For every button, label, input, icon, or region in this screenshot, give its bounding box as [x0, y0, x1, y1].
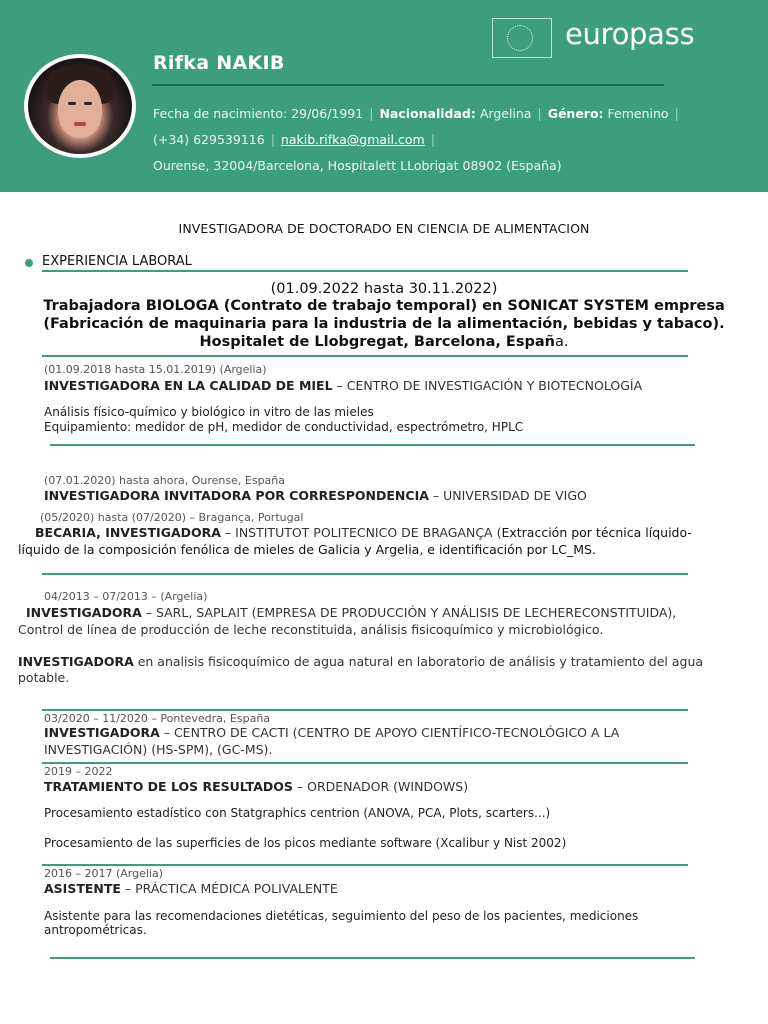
job5-role: INVESTIGADORA: [26, 605, 142, 620]
job7-desc-2: Procesamiento de las superficies de los picos mediante software (Xcalibur y Nist 2002): [44, 836, 567, 850]
job3-title: [44, 488, 587, 503]
profile-photo: [24, 54, 136, 158]
section-title: EXPERIENCIA LABORAL: [42, 254, 192, 269]
job-divider: [50, 957, 695, 959]
job5-desc-1: Control de línea de producción de leche reconstituida, análisis fisicoquímico y microbiológico.: [18, 622, 604, 637]
job2-desc-2: Equipamiento: medidor de pH, medidor de conductividad, espectrómetro, HPLC: [44, 420, 524, 434]
avatar: [28, 58, 132, 154]
candidate-name: Rifka NAKIB: [153, 52, 285, 74]
job5-desc-2: [18, 654, 703, 669]
address-text: Ourense, 32004/Barcelona, Hospitalett LLobrigat 08902 (España): [153, 158, 562, 173]
job8-desc-2: antropométricas.: [44, 923, 147, 937]
separator: |: [537, 106, 542, 121]
job3-org: – UNIVERSIDAD DE VIGO: [428, 488, 587, 503]
nationality-label: Nacionalidad:: [379, 106, 476, 121]
job3-role: INVESTIGADORA INVITADORA POR CORRESPONDENCIA: [44, 488, 429, 503]
job2-title: [44, 378, 642, 393]
job1-location-end: a.: [554, 334, 569, 350]
section-divider: [42, 270, 688, 272]
job8-title: [44, 881, 338, 896]
job4-role: BECARIA, INVESTIGADORA: [35, 525, 221, 540]
avatar-lips: [74, 122, 86, 126]
job5-desc-2-text: en analisis fisicoquímico de agua natural en laboratorio de análisis y tratamiento del agua: [133, 654, 704, 669]
job-divider: [42, 573, 688, 575]
birth-label: Fecha de nacimiento:: [153, 106, 288, 121]
job1-line1: Trabajadora BIOLOGA (Contrato de trabajo temporal) en SONICAT SYSTEM empresa: [43, 298, 725, 314]
job6-role: INVESTIGADORA: [44, 725, 160, 740]
gender-value: Femenino: [607, 106, 669, 121]
gender-label: Género:: [547, 106, 604, 121]
job2-role: INVESTIGADORA EN LA CALIDAD DE MIEL: [44, 378, 333, 393]
separator: |: [430, 132, 435, 147]
job7-desc-1: Procesamiento estadístico con Statgraphics centrion (ANOVA, PCA, Plots, scarters...): [44, 806, 551, 820]
contact-row: [153, 132, 441, 147]
nationality-value: Argelina: [479, 106, 532, 121]
job1-dates: (01.09.2022 hasta 30.11.2022): [270, 281, 498, 297]
header-divider: [152, 84, 664, 86]
cv-headline: INVESTIGADORA DE DOCTORADO EN CIENCIA DE ALIMENTACION: [178, 221, 590, 236]
job1-line2: (Fabricación de maquinaria para la industria de la alimentación, bebidas y tabaco).: [43, 316, 725, 332]
job7-role: TRATAMIENTO DE LOS RESULTADOS: [44, 779, 293, 794]
job2-org: – CENTRO DE INVESTIGACIÓN Y BIOTECNOLOGÍA: [332, 378, 643, 393]
separator: |: [270, 132, 275, 147]
job5-title: [26, 605, 676, 620]
job1-location: Hospitalet de Llobgregat, Barcelona, Españ: [199, 334, 555, 350]
job-divider: [42, 864, 688, 866]
separator: |: [674, 106, 679, 121]
avatar-face: [58, 80, 102, 138]
job2-desc-1: Análisis físico-químico y biológico in vitro de las mieles: [44, 405, 374, 419]
avatar-eye-right: [84, 102, 92, 105]
job5-desc-3: potable.: [18, 670, 70, 685]
separator: |: [369, 106, 374, 121]
job6-title: [44, 725, 619, 740]
job6-org: – CENTRO DE CACTI (CENTRO DE APOYO CIENTÍFICO-TECNOLÓGICO A LA: [159, 725, 620, 740]
job4-desc: Extracción por técnica líquido-: [501, 525, 692, 540]
job4-title: [35, 525, 692, 540]
job6-dates: 03/2020 – 11/2020 – Pontevedra, España: [44, 712, 271, 725]
job8-desc-1: Asistente para las recomendaciones dietéticas, seguimiento del peso de los pacientes, mediciones: [44, 909, 639, 923]
job4-org: – INSTITUTOT POLITECNICO DE BRAGANÇA (: [220, 525, 502, 540]
job2-dates: (01.09.2018 hasta 15.01.2019) (Argelia): [44, 363, 267, 376]
job7-dates: 2019 – 2022: [44, 765, 113, 778]
job4-dates: (05/2020) hasta (07/2020) – Bragança, Portugal: [40, 511, 304, 524]
job1-line3: [0, 334, 768, 350]
job8-org: – PRÁCTICA MÉDICA POLIVALENTE: [120, 881, 338, 896]
job4-desc-2: líquido de la composición fenólica de mieles de Galicia y Argelia, e identificación por LC_MS.: [18, 542, 596, 557]
email-link[interactable]: nakib.rifka@gmail.com: [280, 132, 425, 147]
job-divider: [42, 355, 688, 357]
job3-dates: (07.01.2020) hasta ahora, Ourense, España: [44, 474, 286, 487]
birth-value: 29/06/1991: [291, 106, 364, 121]
eu-flag-icon: [492, 18, 552, 58]
europass-logo: europass: [565, 17, 695, 51]
eu-stars-icon: [507, 25, 533, 51]
job-divider: [42, 762, 688, 764]
job-divider: [42, 709, 688, 711]
job8-role: ASISTENTE: [44, 881, 121, 896]
job7-title: [44, 779, 468, 794]
job-divider: [50, 444, 695, 446]
job6-org-2: INVESTIGACIÓN) (HS-SPM), (GC-MS).: [44, 742, 273, 757]
job5-org: – SARL, SAPLAIT (EMPRESA DE PRODUCCIÓN Y ANÁLISIS DE LECHERECONSTITUIDA),: [141, 605, 677, 620]
job5-role-2: INVESTIGADORA: [18, 654, 134, 669]
job8-dates: 2016 – 2017 (Argelia): [44, 867, 164, 880]
job5-dates: 04/2013 – 07/2013 – (Argelia): [44, 590, 208, 603]
job7-org: – ORDENADOR (WINDOWS): [292, 779, 469, 794]
personal-info-row: [153, 106, 685, 121]
section-bullet-icon: [25, 259, 33, 267]
phone-number: (+34) 629539116: [153, 132, 265, 147]
avatar-eye-left: [68, 102, 76, 105]
